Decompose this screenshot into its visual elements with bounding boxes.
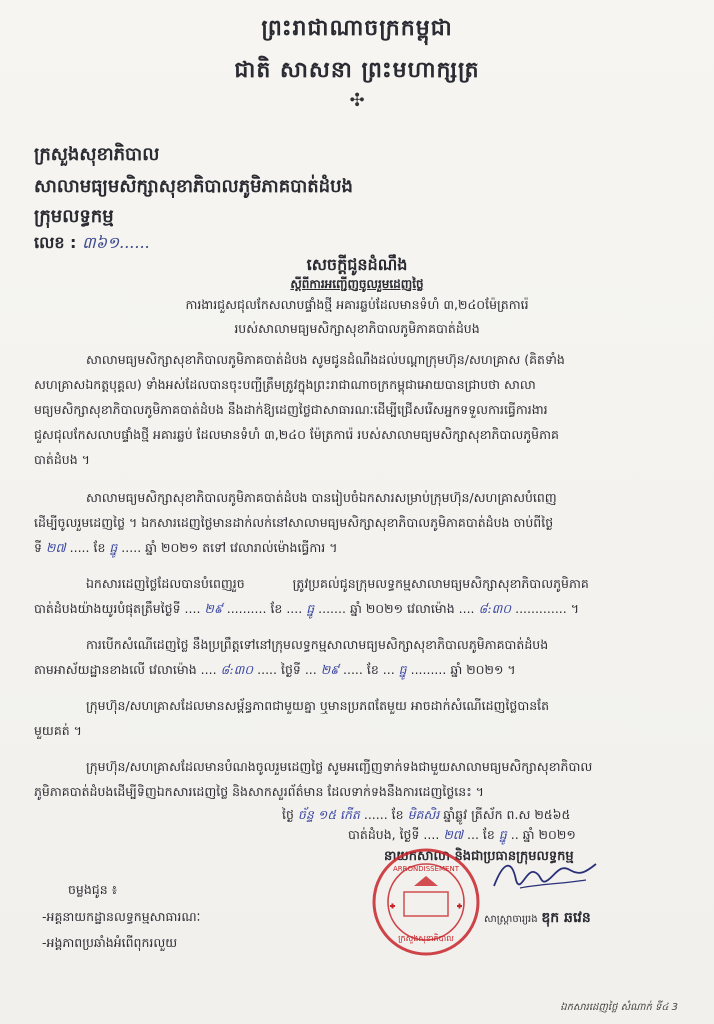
intro-line-1: ការងារជួសជុលកែសលាបផ្ទាំងថ្មី អគារឆ្លប់ដែលមានទំហំ ៣,២៤០ម៉ែត្រការ៉េ: [185, 297, 529, 312]
para1-line-4: ជួសជុលកែសលាបផ្ទាំងថ្មី អគារឆ្លប់ ដែលមានទំហំ ៣,២៤០ ម៉ែត្រការ៉េ របស់សាលាមធ្យមសិក្សាសុខាភិបាលភូមិភាគ: [34, 427, 559, 442]
text-fragment: បាត់ដំបងយ៉ាងយូរបំផុតត្រឹមថ្ងៃទី: [34, 601, 181, 616]
cc-recipient-1: -អគ្គនាយកដ្ឋានលទ្ធកម្មសាធារណៈ: [42, 909, 201, 924]
text-fragment: ឆ្នាំ ២០២១ ។: [450, 662, 516, 677]
cc-label: ចម្លងជូន ៖: [68, 882, 118, 897]
handwritten-month: ធ្នូ: [306, 601, 315, 616]
text-fragment: ទី: [34, 540, 42, 555]
para1-line-1: សាលាមធ្យមសិក្សាសុខាភិបាលភូមិភាគបាត់ដំបង សូមជូនដំណឹងដល់បណ្ដាក្រុមហ៊ុន/សហគ្រាស (គិតទាំង: [86, 352, 565, 367]
text-fragment: ខែ: [482, 827, 495, 842]
cc-recipient-2: -អង្គភាពប្រឆាំងអំពើពុករលួយ: [42, 935, 178, 950]
handwritten-day: ២៧: [45, 540, 66, 555]
reference-label: លេខ :: [34, 233, 77, 252]
motto-header: ជាតិ សាសនា ព្រះមហាក្សត្រ: [234, 58, 480, 83]
handwritten-greg-month: ធ្នូ: [498, 827, 507, 842]
para5-line-2: មួយគត់ ។: [34, 723, 82, 738]
text-fragment: ខែ: [391, 807, 404, 822]
ornament-divider: ✣: [349, 90, 365, 111]
para5-line-1: ក្រុមហ៊ុន/សហគ្រាសដែលមានសម្ព័ន្ធភាពជាមួយគ្នា ឬមានប្រភពតែមួយ អាចដាក់សំណើដេញថ្លៃបានតែ: [86, 698, 550, 713]
text-fragment: ។: [570, 601, 579, 616]
intro-line-2: របស់សាលាមធ្យមសិក្សាសុខាភិបាលភូមិភាគបាត់ដំបង: [234, 321, 480, 336]
text-fragment: ខែ: [93, 540, 106, 555]
para2-line-1: សាលាមធ្យមសិក្សាសុខាភិបាលភូមិភាគបាត់ដំបង បានរៀបចំឯកសារសម្រាប់ក្រុមហ៊ុន/សហគ្រាសបំពេញ: [86, 490, 557, 505]
para1-line-3: មធ្យមសិក្សាសុខាភិបាលភូមិភាគបាត់ដំបង នឹងដាក់ឱ្យដេញថ្លៃជាសាធារណៈដើម្បីជ្រើសរើសអ្នកទទួលការធ្វើការងារ: [34, 402, 548, 417]
document-subtitle: ស្ដីពីការអញ្ជើញចូលរួមដេញថ្លៃ: [290, 277, 424, 291]
stamp-bottom-text: ក្រសួងសុខាភិបាល: [398, 934, 454, 943]
text-fragment: ថ្ងៃ: [282, 807, 294, 822]
text-fragment: ត្រូវប្រគល់ជូនក្រុមលទ្ធកម្មសាលាមធ្យមសិក្សាសុខាភិបាលភូមិភាគ: [292, 576, 589, 591]
para4-line-1: ការបើកសំណើដេញថ្លៃ នឹងប្រព្រឹត្តទៅនៅក្រុមលទ្ធកម្មសាលាមធ្យមសិក្សាសុខាភិបាលភូមិភាគបាត់ដំបង: [86, 637, 549, 652]
signatory-role: នាយកសាលា និងជាប្រធានក្រុមលទ្ធកម្ម: [384, 849, 574, 864]
committee-name: ក្រុមលទ្ធកម្ម: [34, 206, 114, 227]
handwritten-time: ៨:៣០: [220, 662, 254, 677]
para6-line-2: ភូមិភាគបាត់ដំបងដើម្បីទិញឯកសារដេញថ្លៃ និងសាកសួរព័ត៌មាន ដែលទាក់ទងនឹងការដេញថ្លៃនេះ ។: [34, 784, 484, 799]
handwritten-month: ធ្នូ: [398, 662, 407, 677]
kingdom-header: ព្រះរាជាណាចក្រកម្ពុជា: [261, 16, 453, 41]
handwritten-lunar-day: ច័ន្ទ ១៥ កើត: [297, 807, 360, 822]
text-fragment: ខែ: [366, 662, 379, 677]
handwritten-greg-day: ២៧: [443, 827, 464, 842]
lunar-date: ថ្ងៃ ច័ន្ទ ១៥ កើត ...... ខែ មិគសិរ ឆ្នាំឆ្លូវ ត្រីស័ក ព.ស ២៥៦៥: [282, 807, 571, 822]
text-fragment: ឆ្នាំ ២០២១: [522, 827, 576, 842]
text-fragment: ឯកសារដេញថ្លៃដែលបានបំពេញរួច: [86, 576, 245, 591]
school-name: សាលាមធ្យមសិក្សាសុខាភិបាលភូមិភាគបាត់ដំបង: [34, 176, 353, 197]
signatory-name: ឌុក ឆវេន: [541, 910, 591, 926]
gregorian-date: បាត់ដំបង, ថ្ងៃទី .... ២៧ ... ខែ ធ្នូ .. ឆ្នាំ ២០២១: [348, 827, 576, 842]
signatory-title: សាស្ត្រាចារ្យរង: [484, 914, 538, 925]
para6-line-1: ក្រុមហ៊ុន/សហគ្រាសដែលមានបំណងចូលរួមដេញថ្លៃ សូមអញ្ជើញទាក់ទងជាមួយសាលាមធ្យមសិក្សាសុខាភិបាល: [86, 759, 593, 774]
para3-line-1: [86, 577, 589, 591]
text-fragment: ខែ: [270, 601, 283, 616]
handwritten-lunar-month: មិគសិរ: [407, 807, 440, 822]
reference-number: ៣៦១......: [82, 233, 150, 252]
text-fragment: តាមអាស័យដ្ឋានខាងលើ វេលាម៉ោង: [34, 662, 197, 677]
para4-line-2: តាមអាស័យដ្ឋានខាងលើ វេលាម៉ោង .... ៨:៣០ ..... ថ្ងៃទី ... ២៩ ..... ខែ ... ធ្នូ ......... ឆ្នាំ ២០២១ ។: [34, 662, 516, 677]
official-seal-stamp: [370, 846, 482, 958]
handwritten-day: ២៩: [320, 662, 340, 677]
para2-line-3: ទី ២៧ ..... ខែ ធ្នូ ..... ឆ្នាំ ២០២១ តទៅ វេលារាល់ម៉ោងធ្វើការ ។: [34, 540, 338, 555]
document-title: សេចក្ដីជូនដំណឹង: [306, 255, 408, 274]
para1-line-2: សហគ្រាសឯកត្តបុគ្គល) ទាំងអស់ដែលបានចុះបញ្ជីត្រឹមត្រូវក្នុងព្រះរាជាណាចក្រកម្ពុជាអោយបានជ្រាបថា សាលា: [34, 377, 536, 392]
para2-line-2: ដើម្បីចូលរួមដេញថ្លៃ ។ ឯកសារដេញថ្លៃមានដាក់លក់នៅសាលាមធ្យមសិក្សាសុខាភិបាលភូមិភាគបាត់ដំបង ចាប់ពីថ្ងៃ: [34, 515, 554, 530]
text-fragment: ឆ្នាំ ២០២១ តទៅ វេលារាល់ម៉ោងធ្វើការ ។: [145, 540, 338, 555]
page-footer-note: ឯកសារដេញថ្លៃ សំណាក់ ទី៤ 3: [560, 1002, 678, 1013]
text-fragment: ថ្ងៃទី: [280, 662, 301, 677]
text-fragment: ឆ្នាំឆ្លូវ ត្រីស័ក ព.ស ២៥៦៥: [443, 807, 571, 822]
text-fragment: ឆ្នាំ ២០២១ វេលាម៉ោង: [349, 601, 455, 616]
text-fragment: បាត់ដំបង, ថ្ងៃទី: [348, 827, 420, 842]
para3-line-2: បាត់ដំបងយ៉ាងយូរបំផុតត្រឹមថ្ងៃទី .... ២៩ .......... ខែ .... ធ្នូ ....... ឆ្នាំ ២០២១ វេលាម៉ោង .... ៨:៣០ ............. ។: [34, 601, 579, 616]
handwritten-day: ២៩: [204, 601, 223, 616]
reference-line: [34, 232, 150, 256]
stamp-top-text: ARRONDISSEMENT: [392, 865, 460, 873]
signatory-name-line: [484, 908, 591, 929]
ministry-name: ក្រសួងសុខាភិបាល: [34, 144, 160, 165]
para1-line-5: បាត់ដំបង ។: [34, 452, 90, 467]
handwritten-month: ធ្នូ: [109, 540, 118, 555]
handwritten-signature: [490, 850, 600, 900]
handwritten-time: ៨:៣០: [478, 601, 512, 616]
